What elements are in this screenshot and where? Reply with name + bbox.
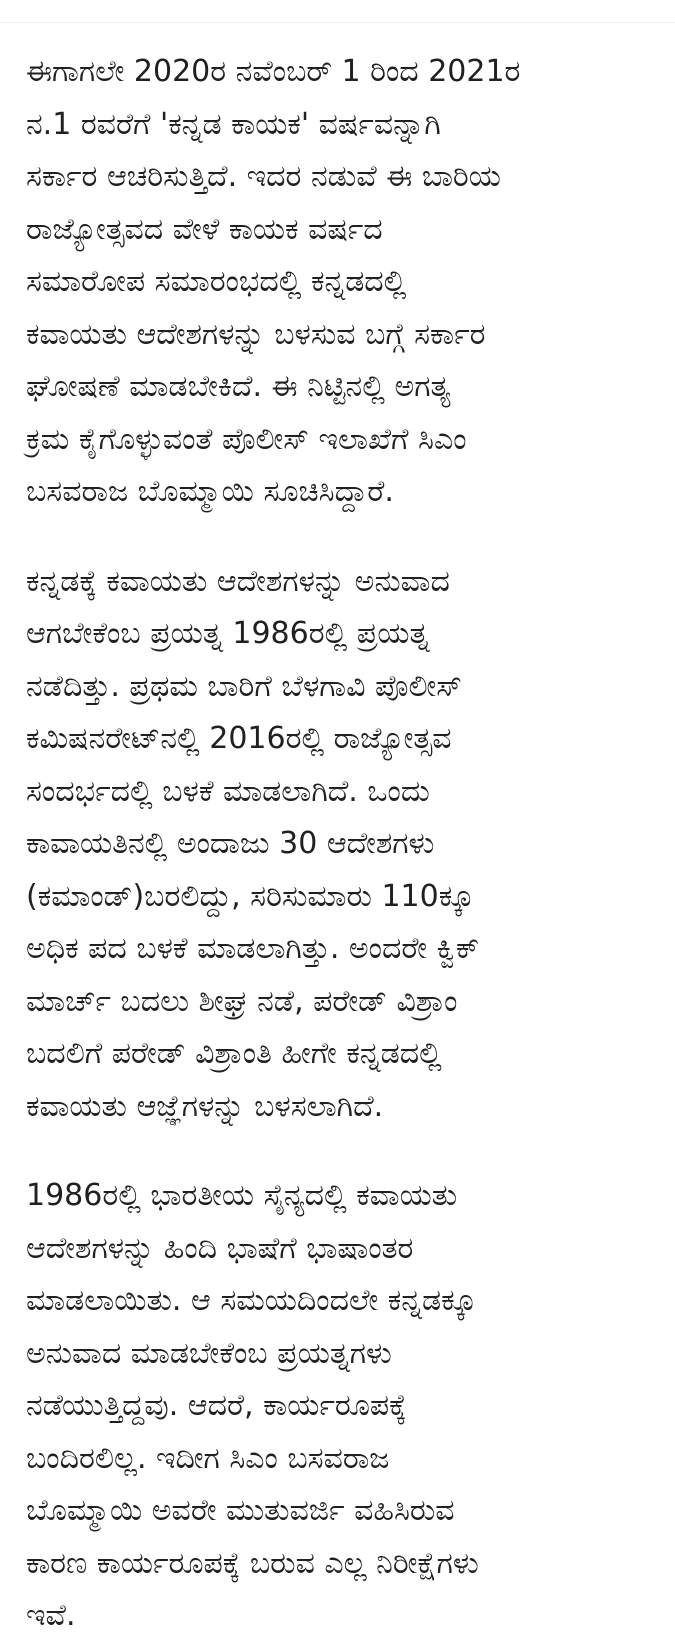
paragraph-line: ಸಮಾರೋಪ ಸಮಾರಂಭದಲ್ಲಿ ಕನ್ನಡದಲ್ಲಿ [26,264,407,299]
paragraph-line: ಕಾರಣ ಕಾರ್ಯರೂಪಕ್ಕೆ ಬರುವ ಎಲ್ಲ ನಿರೀಕ್ಷೆಗಳು [26,1545,479,1581]
top-divider [0,22,675,23]
paragraph-line: ಬಂದಿರಲಿಲ್ಲ. ಇದೀಗ ಸಿಎಂ ಬಸವರಾಜ [26,1440,390,1476]
paragraph-line: ಮಾಡಲಾಯಿತು. ಆ ಸಮಯದಿಂದಲೇ ಕನ್ನಡಕ್ಕೂ [26,1283,477,1318]
paragraph-line: ಬಸವರಾಜ ಬೊಮ್ಮಾಯಿ ಸೂಚಿಸಿದ್ದಾರೆ. [26,474,394,509]
paragraph-line: ಸರ್ಕಾರ ಆಚರಿಸುತ್ತಿದೆ. ಇದರ ನಡುವೆ ಈ ಬಾರಿಯ [26,159,501,194]
paragraph-line: ಕನ್ನಡಕ್ಕೆ ಕವಾಯತು ಆದೇಶಗಳನ್ನು ಅನುವಾದ [26,563,450,599]
paragraph-line: ಈಗಾಗಲೇ 2020ರ ನವೆಂಬರ್ 1 ರಿಂದ 2021ರ [26,54,521,89]
paragraph-line: ಘೋಷಣೆ ಮಾಡಬೇಕಿದೆ. ಈ ನಿಟ್ಟಿನಲ್ಲಿ ಅಗತ್ಯ [26,369,451,404]
paragraph-line: ಕಮಿಷನರೇಟ್‌ನಲ್ಲಿ 2016ರಲ್ಲಿ ರಾಜ್ಯೋತ್ಸವ [26,721,452,756]
paragraph-line: ಮಾರ್ಚ್ ಬದಲು ಶೀಘ್ರ ನಡೆ, ಪರೇಡ್ ವಿಶ್ರಾಂ [26,983,458,1019]
paragraph-line: ನ.1 ರವರೆಗೆ 'ಕನ್ನಡ ಕಾಯಕ' ವರ್ಷವನ್ನಾಗಿ [26,106,441,142]
paragraph-line: ರಾಜ್ಯೋತ್ಸವದ ವೇಳೆ ಕಾಯಕ ವರ್ಷದ [26,211,383,247]
paragraph-line: ಕವಾಯತು ಆಜ್ಞೆಗಳನ್ನು ಬಳಸಲಾಗಿದೆ. [26,1088,384,1124]
paragraph-line: ಆದೇಶಗಳನ್ನು ಹಿಂದಿ ಭಾಷೆಗೆ ಭಾಷಾಂತರ [26,1230,414,1266]
paragraph-line: ಇವೆ. [26,1598,76,1633]
paragraph-line: ಬೊಮ್ಮಾಯಿ ಅವರೇ ಮುತುವರ್ಜಿ ವಹಿಸಿರುವ [26,1493,455,1528]
paragraph-line: ಅನುವಾದ ಮಾಡಬೇಕೆಂಬ ಪ್ರಯತ್ನಗಳು [26,1335,392,1371]
paragraph-line: ಕವಾಯತು ಆದೇಶಗಳನ್ನು ಬಳಸುವ ಬಗ್ಗೆ ಸರ್ಕಾರ [26,316,486,352]
paragraph-line: ಆಗಬೇಕೆಂಬ ಪ್ರಯತ್ನ 1986ರಲ್ಲಿ ಪ್ರಯತ್ನ [26,616,430,651]
paragraph-line: (ಕಮಾಂಡ್)ಬರಲಿದ್ದು, ಸರಿಸುಮಾರು 110ಕ್ಕೂ [26,878,475,914]
paragraph-line: ಬದಲಿಗೆ ಪರೇಡ್ ವಿಶ್ರಾಂತಿ ಹೀಗೇ ಕನ್ನಡದಲ್ಲಿ [26,1036,442,1071]
article-body [26,46,656,1643]
paragraph-line: ನಡೆದಿತ್ತು. ಪ್ರಥಮ ಬಾರಿಗೆ ಬೆಳಗಾವಿ ಪೊಲೀಸ್ [26,668,462,704]
paragraph-line: ಕ್ರಮ ಕೈಗೊಳ್ಳುವಂತೆ ಪೊಲೀಸ್ ಇಲಾಖೆಗೆ ಸಿಎಂ [26,421,467,457]
paragraph-line: ನಡೆಯುತ್ತಿದ್ದವು. ಆದರೆ, ಕಾರ್ಯರೂಪಕ್ಕೆ [26,1388,407,1423]
paragraph-2 [26,556,656,1134]
paragraph-1 [26,46,656,519]
paragraph-line: ಅಧಿಕ ಪದ ಬಳಕೆ ಮಾಡಲಾಗಿತ್ತು. ಅಂದರೇ ಕ್ವಿಕ್ [26,931,480,966]
paragraph-line: 1986ರಲ್ಲಿ ಭಾರತೀಯ ಸೈನ್ಯದಲ್ಲಿ ಕವಾಯತು [26,1178,458,1213]
paragraph-3 [26,1170,656,1643]
paragraph-line: ಸಂದರ್ಭದಲ್ಲಿ ಬಳಕೆ ಮಾಡಲಾಗಿದೆ. ಒಂದು [26,773,430,809]
paragraph-line: ಕಾವಾಯತಿನಲ್ಲಿ ಅಂದಾಜು 30 ಆದೇಶಗಳು [26,826,435,861]
